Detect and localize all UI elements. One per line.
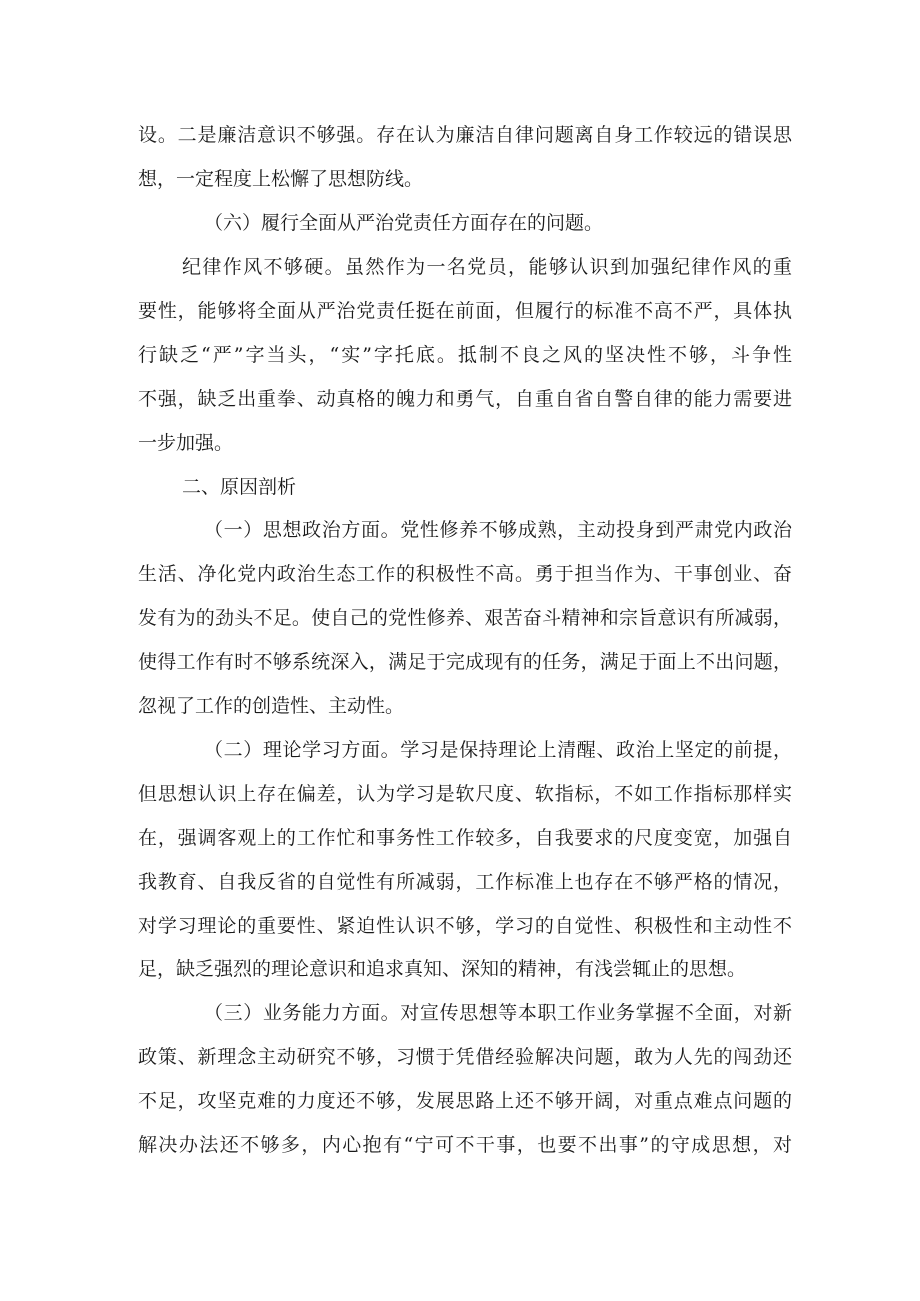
text-line: 不足，攻坚克难的力度还不够，发展思路上还不够开阔，对重点难点问题的 [138,1090,792,1112]
text-line: 政策、新理念主动研究不够，习惯于凭借经验解决问题，敢为人先的闯劲还 [138,1046,792,1068]
text-line: 在，强调客观上的工作忙和事务性工作较多，自我要求的尺度变宽，加强自 [138,827,792,849]
text-line: 一步加强。 [138,432,234,454]
text-line: （二）理论学习方面。学习是保持理论上清醒、政治上坚定的前提， [204,739,792,761]
text-line: （三）业务能力方面。对宣传思想等本职工作业务掌握不全面，对新 [204,1002,792,1024]
text-line: 我教育、自我反省的自觉性有所减弱，工作标准上也存在不够严格的情况， [138,871,792,893]
text-line: 想，一定程度上松懈了思想防线。 [138,168,424,190]
text-line: （一）思想政治方面。党性修养不够成熟，主动投身到严肃党内政治 [204,519,792,541]
text-line: 发有为的劲头不足。使自己的党性修养、艰苦奋斗精神和宗旨意识有所减弱， [138,607,792,629]
text-line: 不强，缺乏出重拳、动真格的魄力和勇气，自重自省自警自律的能力需要进 [138,388,792,410]
section-heading: 二、原因剖析 [182,476,297,498]
text-line: 对学习理论的重要性、紧迫性认识不够，学习的自觉性、积极性和主动性不 [138,915,792,937]
section-heading: （六）履行全面从严治党责任方面存在的问题。 [204,212,604,234]
text-line: 行缺乏“严”字当头，“实”字托底。抵制不良之风的坚决性不够，斗争性 [138,344,792,366]
text-line: 解决办法还不够多，内心抱有“宁可不干事，也要不出事”的守成思想，对 [138,1134,792,1156]
text-line: 设。二是廉洁意识不够强。存在认为廉洁自律问题离自身工作较远的错误思 [138,124,792,146]
text-line: 使得工作有时不够系统深入，满足于完成现有的任务，满足于面上不出问题， [138,651,792,673]
text-line: 但思想认识上存在偏差，认为学习是软尺度、软指标，不如工作指标那样实 [138,783,792,805]
text-line: 足，缺乏强烈的理论意识和追求真知、深知的精神，有浅尝辄止的思想。 [138,958,747,980]
text-line: 要性，能够将全面从严治党责任挺在前面，但履行的标准不高不严，具体执 [138,300,792,322]
text-line: 生活、净化党内政治生态工作的积极性不高。勇于担当作为、干事创业、奋 [138,563,792,585]
text-line: 忽视了工作的创造性、主动性。 [138,695,405,717]
text-line: 纪律作风不够硬。虽然作为一名党员，能够认识到加强纪律作风的重 [182,256,792,278]
